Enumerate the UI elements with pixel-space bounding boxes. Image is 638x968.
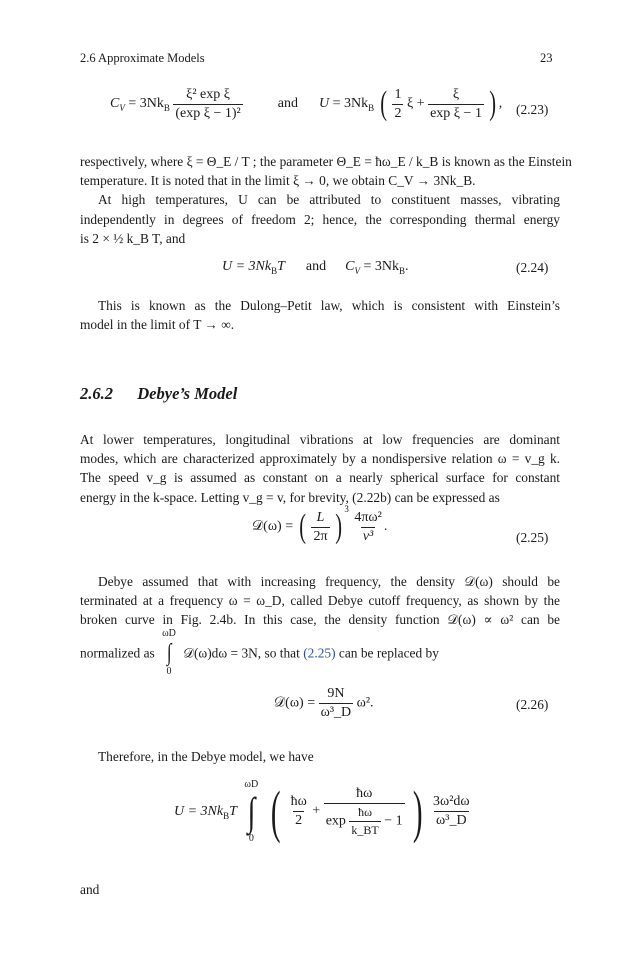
u-symbol: U — [318, 96, 330, 112]
text-line: Debye assumed that with increasing frequency, the density 𝒟(ω) should be — [98, 574, 560, 589]
exp-word: exp — [325, 813, 346, 828]
cv-symbol: C — [110, 96, 120, 112]
eq-period: . — [405, 259, 409, 274]
equation-2-23 — [110, 85, 502, 123]
paragraph-debye-intro — [80, 430, 560, 507]
integral-0-to-omega-d — [162, 628, 176, 678]
paragraph-einstein-temperature — [80, 152, 572, 248]
replaced-by-text: can be replaced by — [338, 645, 439, 661]
integral-lower-limit: 0 — [166, 666, 172, 677]
fraction-half — [392, 87, 403, 122]
text-line: is 2 × ½ k_B T, and — [80, 230, 186, 246]
equation-number-2-24: (2.24) — [516, 260, 549, 275]
paragraph-debye-cutoff — [80, 572, 560, 630]
fraction-hbar-over-kbt — [349, 805, 380, 838]
paragraph-debye-model: Therefore, in the Debye model, we have — [98, 749, 314, 764]
fraction-9n-numerator: 9N — [327, 686, 345, 701]
fraction-3omega-dw — [431, 794, 472, 829]
fraction-bose-einstein — [324, 786, 405, 838]
integral-upper-limit: ωD — [244, 778, 259, 790]
fraction-v3-denominator: v³ — [362, 528, 374, 544]
fraction-omega-d-denominator: ω³_D — [320, 705, 352, 720]
text-line: modes, which are characterized approximately by a nondispersive relation ω = v_g k. — [80, 451, 560, 467]
left-paren: ( — [379, 85, 387, 122]
fraction-u-denominator: exp ξ − 1 — [430, 105, 482, 121]
integral-sign: ∫ — [247, 788, 256, 834]
exponent-3: 3 — [344, 504, 349, 515]
left-paren: ( — [298, 508, 306, 545]
text-line: respectively, where ξ = Θ_E / T ; the parameter Θ_E = ħω_E / k_B is known as the Einstein — [80, 154, 572, 169]
closing-and: and — [80, 882, 100, 897]
left-paren: ( — [270, 779, 281, 844]
equation-2-24 — [222, 259, 409, 275]
eq-cv-rhs: = 3Nk — [363, 259, 399, 274]
kb-t: k_BT — [351, 822, 379, 837]
page-number: 23 — [540, 51, 553, 65]
section-number: 2.6.2 — [80, 384, 113, 403]
eq-equals-3nkb: = 3Nk — [128, 96, 164, 112]
cv-sub: V — [119, 103, 125, 114]
fraction-9n-over-omega-d — [319, 686, 354, 721]
fraction-l-numerator: L — [316, 509, 325, 525]
fraction-4pi-numerator: 4πω² — [354, 509, 382, 525]
text-line: broken curve in Fig. 2.4b. In this case, the density function 𝒟(ω) ∝ ω² can be — [80, 612, 560, 628]
sub-b2: B — [399, 265, 406, 276]
text-line: energy in the k-space. Letting v_g = v, for brevity, (2.22b) can be expressed as — [80, 489, 500, 505]
text-line: independently in degrees of freedom 2; hence, the corresponding thermal energy — [80, 211, 560, 227]
fraction-2pi-denominator: 2π — [313, 528, 328, 544]
running-header-section: 2.6 Approximate Models — [80, 51, 205, 65]
integral-upper-limit: ωD — [162, 628, 176, 639]
half-numerator: 1 — [394, 86, 402, 102]
text-line: terminated at a frequency ω = ω_D, called Debye cutoff frequency, as shown by the — [80, 593, 560, 609]
normalization-line — [80, 628, 439, 678]
eq-omega-squared: ω². — [356, 695, 374, 711]
sub-b: B — [163, 103, 170, 114]
hbar-omega: ħω — [358, 804, 373, 819]
text-line: temperature. It is noted that in the limit ξ → 0, we obtain C_V → 3Nk_B. — [80, 173, 476, 189]
fraction-hbar-omega-over-2 — [289, 794, 309, 829]
fraction-omega-d3-denominator: ω³_D — [436, 813, 467, 828]
eq-and-word: and — [277, 96, 298, 112]
sub-b: B — [271, 265, 278, 276]
equation-number-2-23: (2.23) — [516, 102, 549, 117]
cv-symbol: C — [345, 259, 355, 274]
equation-u-debye — [174, 778, 472, 845]
fraction-3omega-numerator: 3ω²dω — [432, 794, 470, 809]
fraction-cv — [173, 87, 242, 122]
fraction-hbar-numerator: ħω — [290, 794, 307, 809]
right-paren: ) — [335, 508, 343, 545]
equation-2-25 — [252, 504, 388, 546]
fraction-cv-denominator: (exp ξ − 1)² — [175, 105, 241, 121]
half-denominator: 2 — [394, 105, 402, 121]
fraction-cv-numerator: ξ² exp ξ — [186, 86, 231, 102]
right-paren: ) — [412, 779, 423, 844]
paragraph-dulong-petit — [80, 296, 560, 334]
text-line: At lower temperatures, longitudinal vibrations at low frequencies are dominant — [80, 432, 560, 447]
cv-sub: V — [354, 265, 360, 276]
equation-number-2-25: (2.25) — [516, 530, 549, 545]
equation-link-2-25[interactable]: (2.25) — [303, 645, 336, 661]
integral-sign: ∫ — [166, 640, 172, 666]
text-line: This is known as the Dulong–Petit law, which is consistent with Einstein’s — [98, 298, 560, 313]
eq-and-word: and — [305, 259, 327, 274]
integral-0-to-omega-d — [244, 779, 258, 845]
t-symbol: T — [229, 803, 237, 819]
fraction-4pi-omega — [352, 510, 383, 545]
equation-number-2-26: (2.26) — [516, 697, 549, 712]
section-title: Debye’s Model — [137, 384, 238, 403]
minus-one: − 1 — [384, 813, 403, 828]
text-line: At high temperatures, U can be attributed to constituent masses, vibrating — [98, 192, 560, 208]
t-symbol: T — [277, 259, 285, 274]
sub-b-u: B — [368, 103, 375, 114]
xi-plus: ξ + — [406, 96, 425, 112]
normalized-as-text: normalized as — [80, 645, 155, 661]
plus-sign: + — [312, 803, 321, 819]
eq-period: . — [383, 519, 388, 535]
u-eq-lhs: U = 3Nk — [174, 803, 224, 819]
fraction-u-numerator: ξ — [452, 86, 460, 102]
equation-2-26 — [274, 686, 374, 721]
u-eq-text: U = 3Nk — [222, 259, 272, 274]
fraction-2-denominator: 2 — [295, 813, 303, 828]
text-line: The speed v_g is assumed as constant on a nearly spherical surface for constant — [80, 470, 560, 486]
section-heading — [80, 384, 237, 404]
fraction-u — [428, 87, 484, 122]
integral-lower-limit: 0 — [248, 832, 254, 844]
eq-comma: , — [498, 96, 503, 112]
eq-equals-3nkb-u: = 3Nk — [332, 96, 369, 112]
sub-b: B — [223, 810, 230, 821]
eq-lhs-density: 𝒟(ω) = — [274, 695, 316, 711]
eq-lhs-density: 𝒟(ω) = — [252, 519, 294, 535]
text-line: model in the limit of T → ∞. — [80, 317, 235, 333]
right-paren: ) — [489, 85, 497, 122]
fraction-be-numerator: ħω — [356, 785, 373, 801]
fraction-be-denominator — [324, 803, 405, 838]
integrand-text: 𝒟(ω)dω = 3N, so that — [183, 645, 300, 661]
fraction-l-over-2pi — [311, 510, 329, 545]
